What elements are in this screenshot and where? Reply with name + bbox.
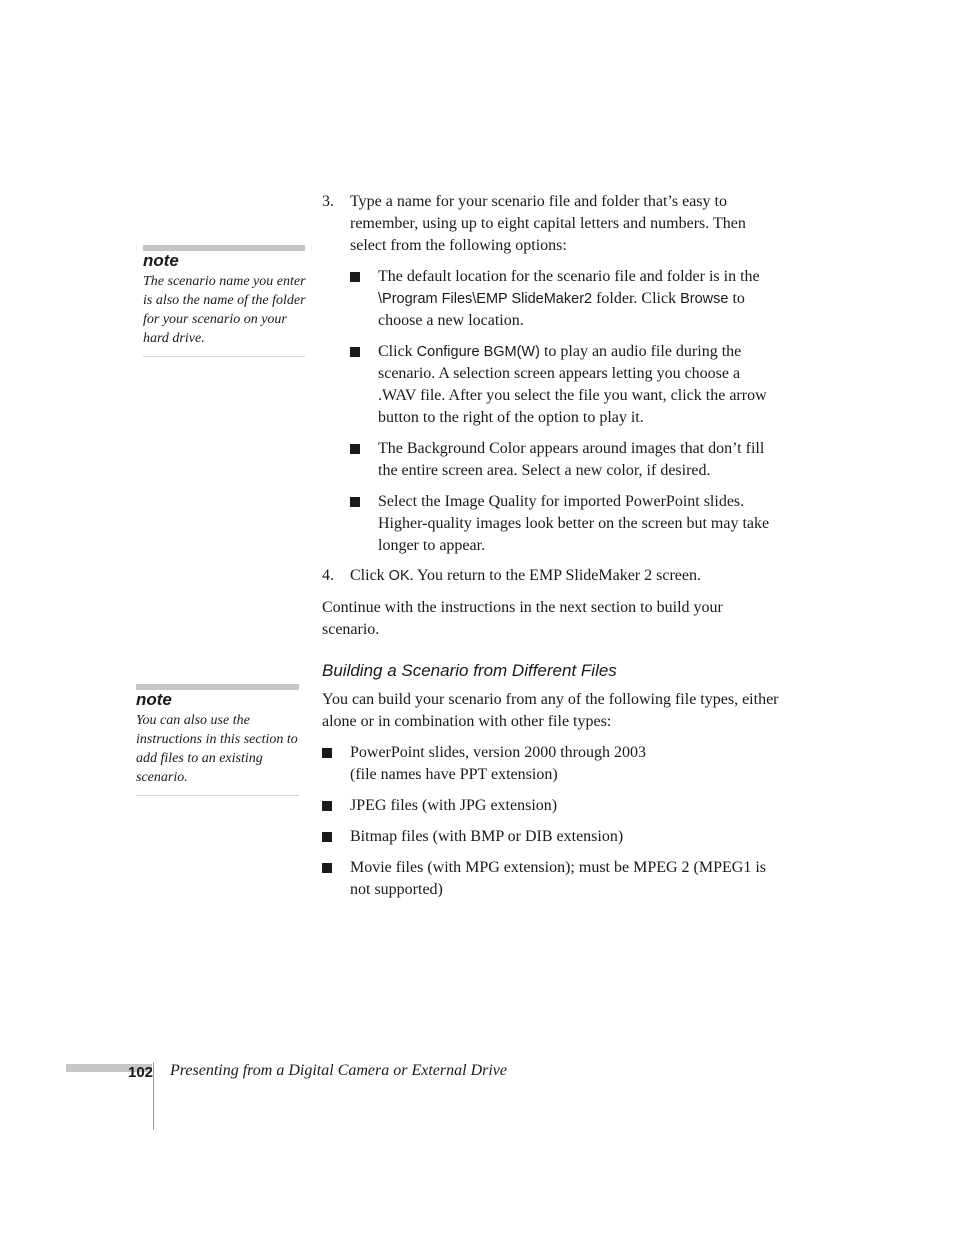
text-span: to play an audio file during the: [539, 343, 742, 360]
text-line: button to the right of the option to play it.: [378, 409, 644, 426]
list-item: [350, 742, 800, 786]
note-line: hard drive.: [143, 331, 205, 346]
text-line: PowerPoint slides, version 2000 through 2003: [350, 744, 646, 761]
note-line: instructions in this section to: [136, 732, 298, 747]
browse-button-label: Browse: [680, 291, 729, 307]
option-item: [378, 341, 798, 429]
note-rule: [136, 795, 299, 796]
text-line: [378, 341, 798, 363]
text-line: .WAV file. After you select the file you want, click the arrow: [378, 387, 767, 404]
footer-divider: [153, 1062, 154, 1130]
text-line: Type a name for your scenario file and folder that’s easy to: [350, 193, 727, 210]
configure-bgm-button-label: Configure BGM(W): [416, 344, 540, 360]
text-line: remember, using up to eight capital letters and numbers. Then: [350, 215, 746, 232]
text-line: Continue with the instructions in the next section to build your: [322, 599, 723, 616]
footer-chapter-title: Presenting from a Digital Camera or External Drive: [170, 1062, 507, 1079]
note-line: for your scenario on your: [143, 312, 287, 327]
bullet-square: [322, 801, 332, 811]
text-line: alone or in combination with other file types:: [322, 713, 612, 730]
text-line: scenario.: [322, 621, 380, 638]
list-item: [350, 857, 800, 901]
note-rule: [143, 356, 305, 357]
text-line: The Background Color appears around images that don’t fill: [378, 440, 765, 457]
step-text: [350, 191, 810, 257]
folder-path: \Program Files\EMP SlideMaker2: [378, 291, 593, 307]
page-number: 102: [128, 1064, 154, 1081]
option-item: [378, 438, 798, 482]
option-item: [378, 266, 798, 332]
section-heading: Building a Scenario from Different Files: [322, 661, 617, 680]
text-line: Bitmap files (with BMP or DIB extension): [350, 828, 624, 845]
bullet-square: [322, 832, 332, 842]
text-line: not supported): [350, 881, 443, 898]
note-line: add files to an existing: [136, 751, 263, 766]
bullet-square: [322, 748, 332, 758]
note-text: [143, 272, 318, 348]
text-line: select from the following options:: [350, 237, 567, 254]
text-line: scenario. A selection screen appears letting you choose a: [378, 365, 741, 382]
text-span: . You return to the EMP SlideMaker 2 screen.: [409, 567, 701, 584]
text-line: You can build your scenario from any of the following file types, either: [322, 691, 779, 708]
bullet-square: [350, 497, 360, 507]
note-line: The scenario name you enter: [143, 274, 306, 289]
bullet-square: [350, 347, 360, 357]
step-text: [350, 565, 810, 587]
text-line: (file names have PPT extension): [350, 766, 558, 783]
note-line: scenario.: [136, 770, 188, 785]
bullet-square: [350, 272, 360, 282]
option-item: [378, 491, 798, 557]
step-number: 4.: [322, 567, 334, 584]
list-item: [350, 826, 800, 848]
continue-paragraph: [322, 597, 802, 641]
text-line: Select the Image Quality for imported PowerPoint slides.: [378, 493, 745, 510]
text-line: Higher-quality images look better on the screen but may take: [378, 515, 770, 532]
list-item: [350, 795, 800, 817]
text-line: Movie files (with MPG extension); must be MPEG 2 (MPEG1 is: [350, 859, 766, 876]
note-title: note: [143, 251, 179, 270]
text-line: choose a new location.: [378, 312, 524, 329]
text-span: folder. Click: [592, 290, 681, 307]
bullet-square: [350, 444, 360, 454]
note-text: [136, 711, 311, 787]
step-number: 3.: [322, 193, 334, 210]
text-line: the entire screen area. Select a new color, if desired.: [378, 462, 711, 479]
text-line: longer to appear.: [378, 537, 486, 554]
text-line: The default location for the scenario file and folder is in the: [378, 268, 760, 285]
note-line: is also the name of the folder: [143, 293, 306, 308]
text-line: [378, 288, 798, 310]
bullet-square: [322, 863, 332, 873]
text-span: to: [728, 290, 745, 307]
ok-button-label: OK: [388, 568, 410, 584]
section-intro: [322, 689, 802, 733]
text-line: JPEG files (with JPG extension): [350, 797, 558, 814]
note-line: You can also use the: [136, 713, 250, 728]
note-title: note: [136, 690, 172, 709]
text-span: Click: [378, 343, 417, 360]
text-span: Click: [350, 567, 389, 584]
